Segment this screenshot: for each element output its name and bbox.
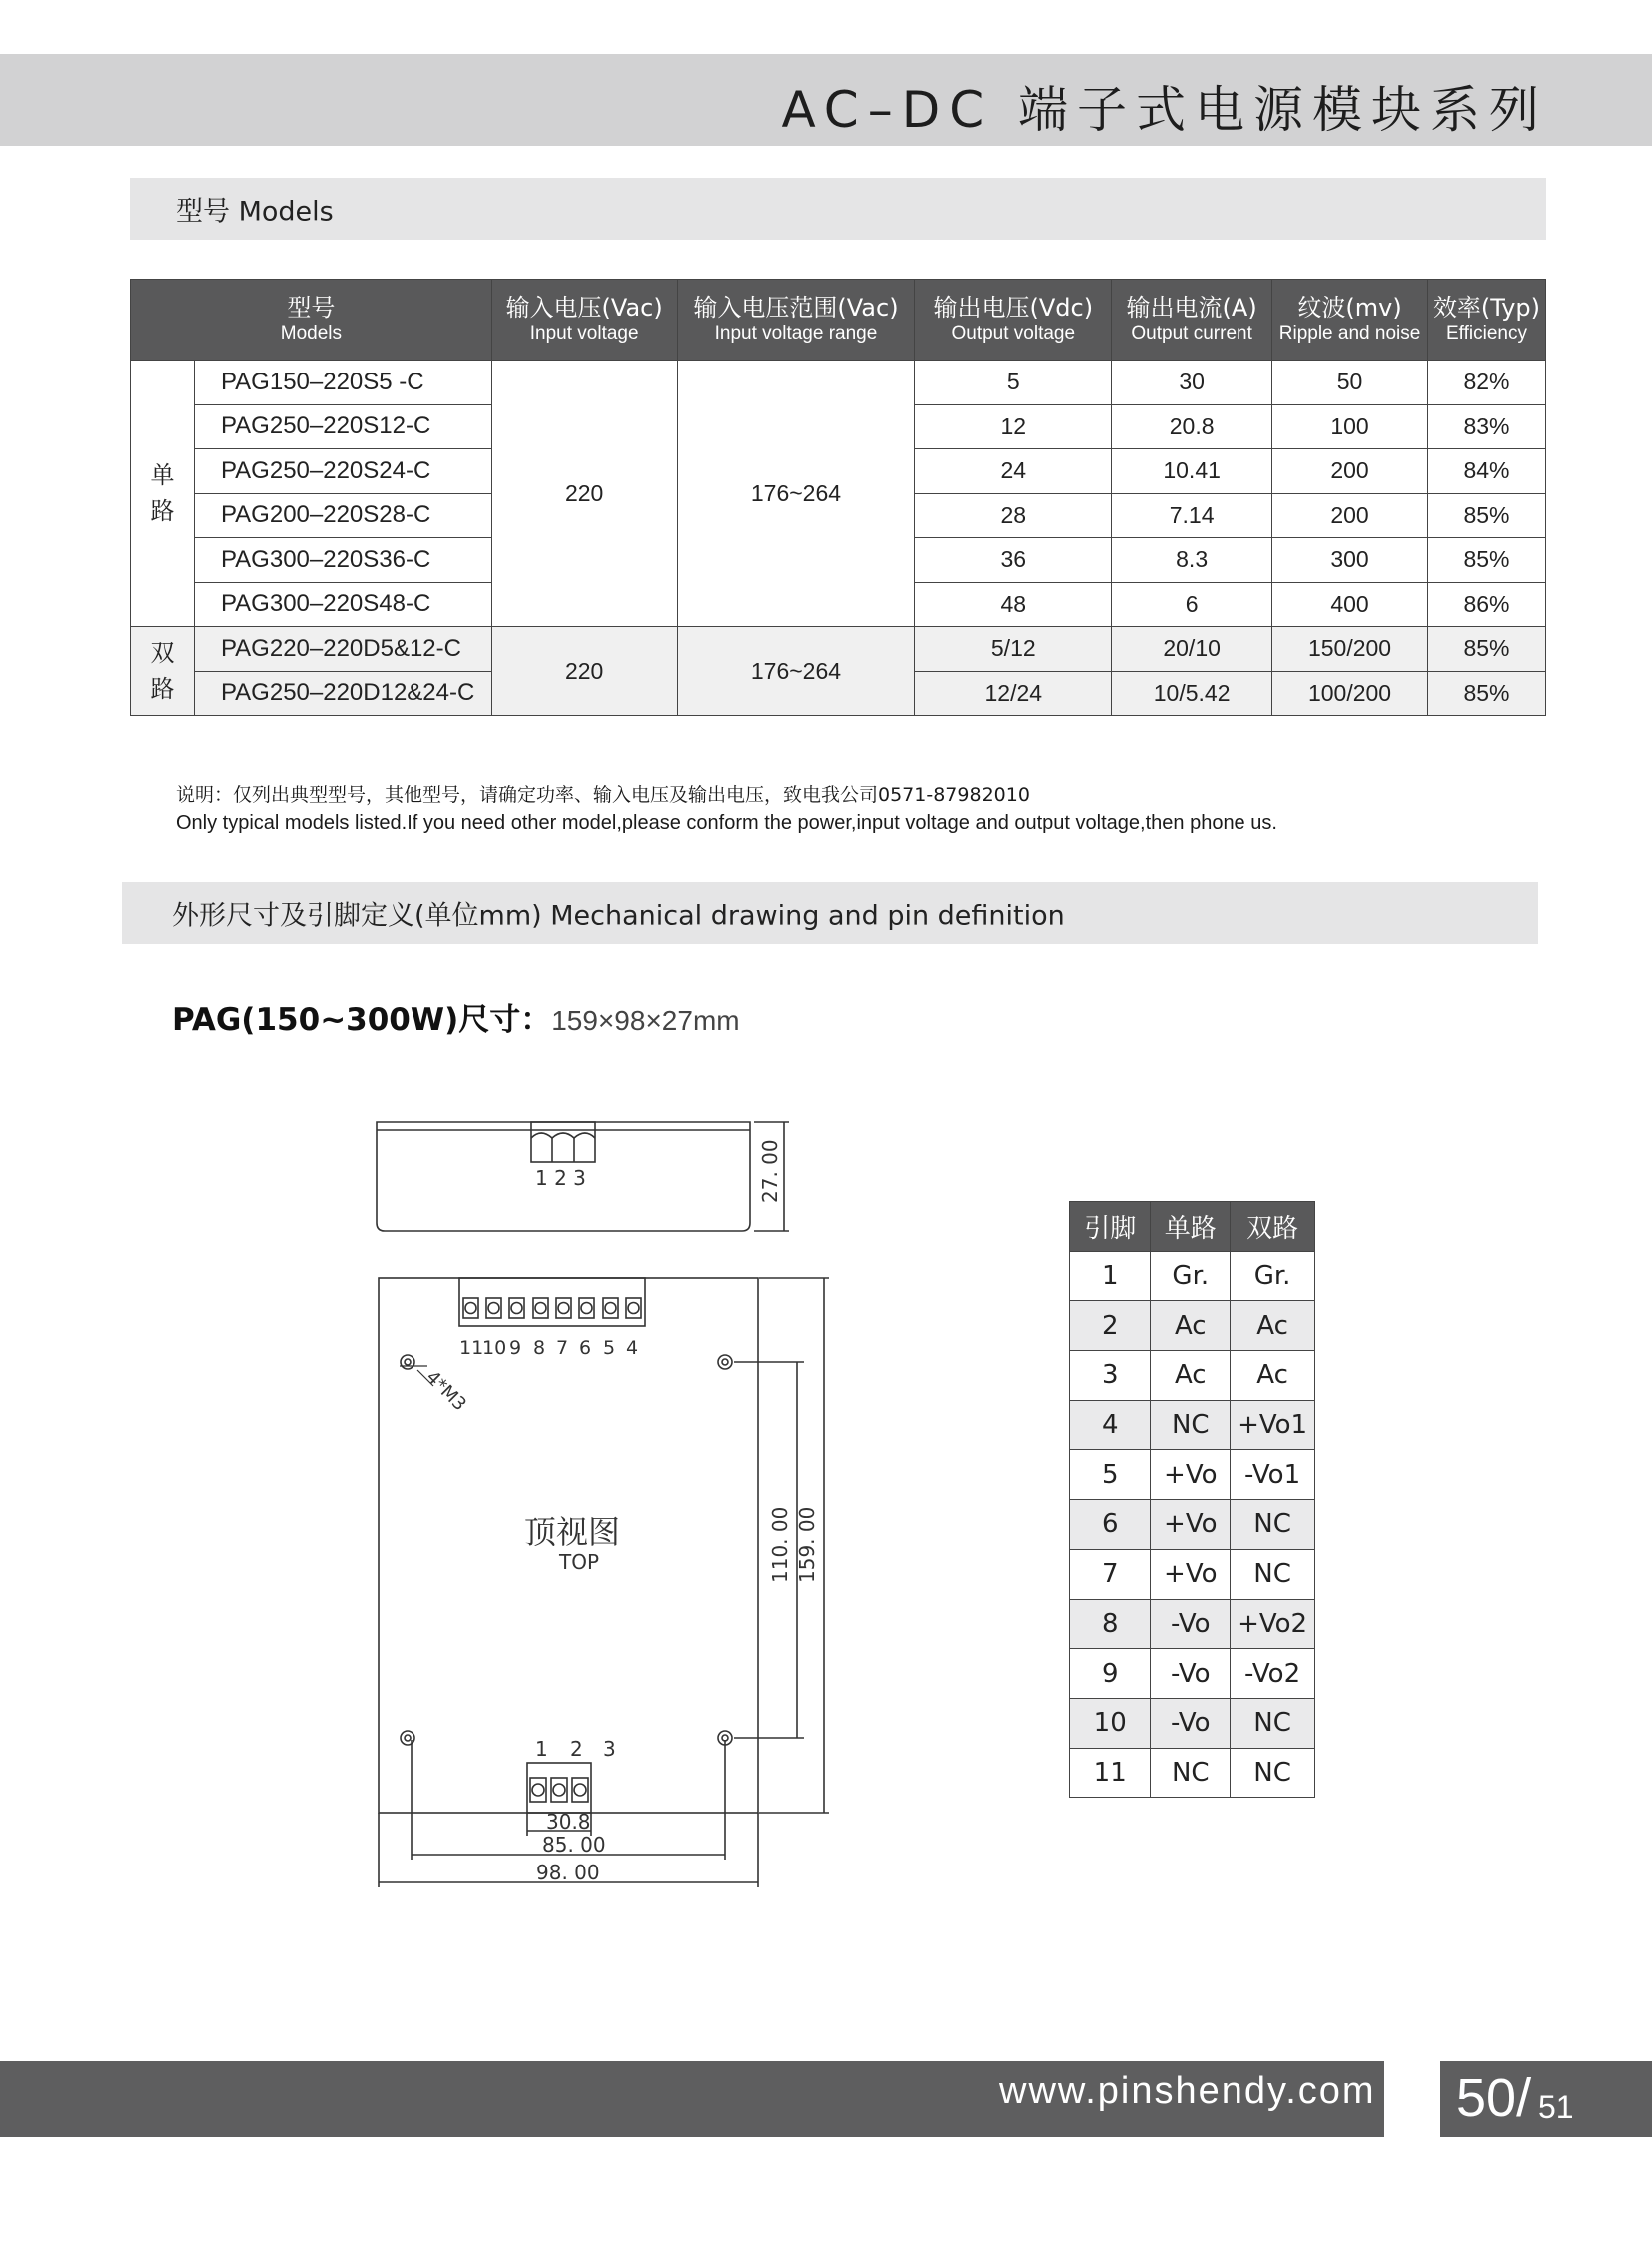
header-en: Input voltage bbox=[529, 322, 639, 344]
model-cell: 20/10 bbox=[1112, 627, 1272, 672]
dim-30-label: 30.8 bbox=[546, 1810, 591, 1834]
model-cell: 20.8 bbox=[1112, 404, 1272, 449]
model-row bbox=[131, 627, 1546, 672]
mount-hole bbox=[401, 1355, 414, 1369]
note bbox=[176, 781, 1277, 837]
pin-cell: Ac bbox=[1151, 1301, 1231, 1351]
models-section-bar bbox=[130, 178, 1546, 240]
dimensions-line bbox=[172, 994, 740, 1039]
pin-row bbox=[1070, 1351, 1315, 1401]
pin-cell: Gr. bbox=[1151, 1251, 1231, 1301]
view-en: TOP bbox=[559, 1550, 600, 1574]
terminal-screw bbox=[558, 1303, 569, 1314]
terminal-screw bbox=[535, 1303, 546, 1314]
mount-hole bbox=[718, 1355, 732, 1369]
view-cn: 顶视图 bbox=[524, 1513, 621, 1551]
page-current: 50/ bbox=[1456, 2068, 1532, 2128]
top-pin-label: 9 bbox=[509, 1337, 522, 1359]
models-header-cell bbox=[1112, 280, 1272, 361]
pin-row bbox=[1070, 1748, 1315, 1798]
pin-body bbox=[1070, 1251, 1315, 1798]
model-cell: 220 bbox=[491, 627, 677, 716]
pin-cell: -Vo1 bbox=[1231, 1450, 1315, 1500]
pin-cell: -Vo bbox=[1151, 1599, 1231, 1649]
dimensions-label: PAG(150~300W)尺寸： bbox=[172, 1002, 552, 1038]
pin-cell: NC bbox=[1231, 1748, 1315, 1798]
pin-cell: Ac bbox=[1151, 1351, 1231, 1401]
top-pin-label: 4 bbox=[626, 1337, 639, 1359]
model-cell: 30 bbox=[1112, 361, 1272, 405]
pin-cell: 3 bbox=[1070, 1351, 1151, 1401]
pin-cell: +Vo bbox=[1151, 1500, 1231, 1550]
model-cell: PAG200–220S28-C bbox=[194, 493, 491, 538]
models-header-row bbox=[131, 280, 1546, 361]
pin-cell: +Vo2 bbox=[1231, 1599, 1315, 1649]
header-cn: 输入电压(Vac) bbox=[505, 294, 663, 323]
model-cell: 220 bbox=[491, 361, 677, 627]
header-en: Ripple and noise bbox=[1278, 322, 1421, 344]
pin-row bbox=[1070, 1251, 1315, 1301]
model-cell: 85% bbox=[1427, 538, 1545, 583]
header-cn: 输出电压(Vdc) bbox=[933, 294, 1094, 323]
header-cn: 效率(Typ) bbox=[1432, 294, 1541, 323]
pin-cell: Ac bbox=[1231, 1351, 1315, 1401]
model-cell: 86% bbox=[1427, 582, 1545, 627]
model-cell: PAG150–220S5 -C bbox=[194, 361, 491, 405]
bottom-pin-label: 1 bbox=[535, 1737, 548, 1761]
model-cell: 176~264 bbox=[677, 627, 915, 716]
model-cell: 12 bbox=[915, 404, 1112, 449]
dim-85-label: 85. 00 bbox=[542, 1833, 606, 1857]
header-cn: 输入电压范围(Vac) bbox=[693, 294, 899, 323]
models-body bbox=[131, 361, 1546, 716]
header-cn: 输出电流(A) bbox=[1126, 294, 1257, 323]
mech-section-title: 外形尺寸及引脚定义(单位mm) Mechanical drawing and pin definition bbox=[172, 900, 1065, 932]
top-terminal-block bbox=[459, 1278, 645, 1326]
model-cell: PAG250–220S24-C bbox=[194, 449, 491, 494]
pin-cell: 6 bbox=[1070, 1500, 1151, 1550]
side-height-label: 27. 00 bbox=[758, 1139, 782, 1203]
model-cell: PAG300–220S48-C bbox=[194, 582, 491, 627]
pin-row bbox=[1070, 1301, 1315, 1351]
model-cell: 176~264 bbox=[677, 361, 915, 627]
model-cell: PAG250–220S12-C bbox=[194, 404, 491, 449]
terminal-screw bbox=[488, 1303, 499, 1314]
model-cell: 单 路 bbox=[131, 361, 195, 627]
note-cn: 说明：仅列出典型型号，其他型号，请确定功率、输入电压及输出电压，致电我公司0571-87982010 bbox=[176, 784, 1030, 806]
model-cell: 7.14 bbox=[1112, 493, 1272, 538]
model-cell: 83% bbox=[1427, 404, 1545, 449]
header-cn: 型号 bbox=[287, 294, 336, 323]
model-cell: 100/200 bbox=[1272, 671, 1428, 716]
pin-cell: NC bbox=[1151, 1400, 1231, 1450]
header-en: Output voltage bbox=[951, 322, 1076, 344]
pin-cell: 4 bbox=[1070, 1400, 1151, 1450]
models-header-cell bbox=[131, 280, 492, 361]
bottom-terminal-block bbox=[527, 1763, 591, 1813]
models-header-cell bbox=[677, 280, 915, 361]
models-header-cell bbox=[1272, 280, 1428, 361]
page-total: 51 bbox=[1538, 2089, 1574, 2125]
models-table bbox=[130, 279, 1546, 716]
model-cell: 5 bbox=[915, 361, 1112, 405]
pin-cell: 9 bbox=[1070, 1649, 1151, 1699]
model-cell: 10/5.42 bbox=[1112, 671, 1272, 716]
header-cn: 纹波(mv) bbox=[1297, 294, 1402, 323]
pin-cell: -Vo2 bbox=[1231, 1649, 1315, 1699]
pin-row bbox=[1070, 1400, 1315, 1450]
outer-height-label: 159. 00 bbox=[795, 1506, 819, 1583]
header-en: Input voltage range bbox=[714, 322, 878, 344]
top-pin-label: 11 bbox=[459, 1337, 484, 1359]
mount-hole bbox=[401, 1731, 414, 1745]
pin-cell: -Vo bbox=[1151, 1698, 1231, 1748]
top-pin-label: 8 bbox=[533, 1337, 546, 1359]
page-title: AC–DC 端子式电源模块系列 bbox=[781, 81, 1548, 139]
pin-row bbox=[1070, 1450, 1315, 1500]
mount-label: 4*M3 bbox=[421, 1366, 470, 1416]
pin-cell: 1 bbox=[1070, 1251, 1151, 1301]
terminal-screw bbox=[532, 1784, 544, 1796]
models-header-cell bbox=[1427, 280, 1545, 361]
terminal-screw bbox=[553, 1784, 565, 1796]
model-cell: 5/12 bbox=[915, 627, 1112, 672]
terminal-screw bbox=[465, 1303, 476, 1314]
pin-cell: 2 bbox=[1070, 1301, 1151, 1351]
model-cell: PAG220–220D5&12-C bbox=[194, 627, 491, 672]
header-en: Models bbox=[280, 322, 342, 344]
pin-row bbox=[1070, 1698, 1315, 1748]
pin-row bbox=[1070, 1549, 1315, 1599]
note-en: Only typical models listed.If you need other model,please conform the power,input voltage and output voltage,then phone us. bbox=[176, 812, 1277, 834]
footer-url[interactable]: www.pinshendy.com bbox=[999, 2070, 1376, 2112]
pin-cell: +Vo bbox=[1151, 1450, 1231, 1500]
dimensions-value: 159×98×27mm bbox=[551, 1005, 740, 1036]
pin-row bbox=[1070, 1649, 1315, 1699]
pin-cell: +Vo1 bbox=[1231, 1400, 1315, 1450]
model-cell: 28 bbox=[915, 493, 1112, 538]
page-number-box bbox=[1440, 2061, 1652, 2137]
pin-cell: NC bbox=[1231, 1500, 1315, 1550]
pin-cell: NC bbox=[1231, 1698, 1315, 1748]
models-section-title: 型号 Models bbox=[176, 196, 334, 228]
terminal-screw bbox=[581, 1303, 592, 1314]
terminal-screw bbox=[628, 1303, 639, 1314]
pin-header-cell: 引脚 bbox=[1070, 1202, 1151, 1252]
model-cell: 85% bbox=[1427, 627, 1545, 672]
pin-cell: -Vo bbox=[1151, 1649, 1231, 1699]
model-cell: 12/24 bbox=[915, 671, 1112, 716]
model-cell: 200 bbox=[1272, 493, 1428, 538]
model-cell: 24 bbox=[915, 449, 1112, 494]
model-cell: 48 bbox=[915, 582, 1112, 627]
model-cell: 50 bbox=[1272, 361, 1428, 405]
top-pin-label: 6 bbox=[579, 1337, 592, 1359]
dim-98-label: 98. 00 bbox=[536, 1861, 600, 1884]
pin-header-cell: 单路 bbox=[1151, 1202, 1231, 1252]
mechanical-drawing bbox=[360, 1109, 859, 1907]
pin-cell: NC bbox=[1231, 1549, 1315, 1599]
model-cell: 150/200 bbox=[1272, 627, 1428, 672]
model-cell: 85% bbox=[1427, 493, 1545, 538]
pin-table bbox=[1069, 1201, 1315, 1798]
pin-cell: +Vo bbox=[1151, 1549, 1231, 1599]
inner-height-label: 110. 00 bbox=[768, 1506, 792, 1583]
top-terminal-slots bbox=[463, 1298, 641, 1318]
pin-cell: Gr. bbox=[1231, 1251, 1315, 1301]
model-cell: 400 bbox=[1272, 582, 1428, 627]
pin-cell: NC bbox=[1151, 1748, 1231, 1798]
terminal-screw bbox=[574, 1784, 586, 1796]
model-cell: PAG300–220S36-C bbox=[194, 538, 491, 583]
pin-cell: 5 bbox=[1070, 1450, 1151, 1500]
models-header-cell bbox=[491, 280, 677, 361]
bottom-pin-label: 2 bbox=[570, 1737, 583, 1761]
top-pin-label: 10 bbox=[482, 1337, 507, 1359]
bottom-pin-label: 3 bbox=[603, 1737, 616, 1761]
pin-cell: 11 bbox=[1070, 1748, 1151, 1798]
pin-cell: Ac bbox=[1231, 1301, 1315, 1351]
model-cell: 82% bbox=[1427, 361, 1545, 405]
model-row bbox=[131, 361, 1546, 405]
terminal-screw bbox=[605, 1303, 616, 1314]
model-cell: 300 bbox=[1272, 538, 1428, 583]
model-cell: 6 bbox=[1112, 582, 1272, 627]
terminal-screw bbox=[511, 1303, 522, 1314]
model-cell: PAG250–220D12&24-C bbox=[194, 671, 491, 716]
pin-cell: 7 bbox=[1070, 1549, 1151, 1599]
pin-row bbox=[1070, 1599, 1315, 1649]
pin-cell: 10 bbox=[1070, 1698, 1151, 1748]
mech-section-bar bbox=[122, 882, 1538, 944]
top-pin-label: 5 bbox=[603, 1337, 616, 1359]
model-cell: 10.41 bbox=[1112, 449, 1272, 494]
model-cell: 36 bbox=[915, 538, 1112, 583]
models-header-cell bbox=[915, 280, 1112, 361]
model-cell: 85% bbox=[1427, 671, 1545, 716]
pin-cell: 8 bbox=[1070, 1599, 1151, 1649]
pin-header-row bbox=[1070, 1202, 1315, 1252]
top-pin-label: 7 bbox=[556, 1337, 569, 1359]
pin-header-cell: 双路 bbox=[1231, 1202, 1315, 1252]
model-cell: 84% bbox=[1427, 449, 1545, 494]
model-cell: 8.3 bbox=[1112, 538, 1272, 583]
header-en: Efficiency bbox=[1446, 322, 1527, 344]
model-cell: 100 bbox=[1272, 404, 1428, 449]
header-en: Output current bbox=[1131, 322, 1252, 344]
side-terminal bbox=[531, 1122, 595, 1162]
side-pin-numbers: 1 2 3 bbox=[535, 1166, 586, 1190]
model-cell: 双 路 bbox=[131, 627, 195, 716]
pin-row bbox=[1070, 1500, 1315, 1550]
model-cell: 200 bbox=[1272, 449, 1428, 494]
